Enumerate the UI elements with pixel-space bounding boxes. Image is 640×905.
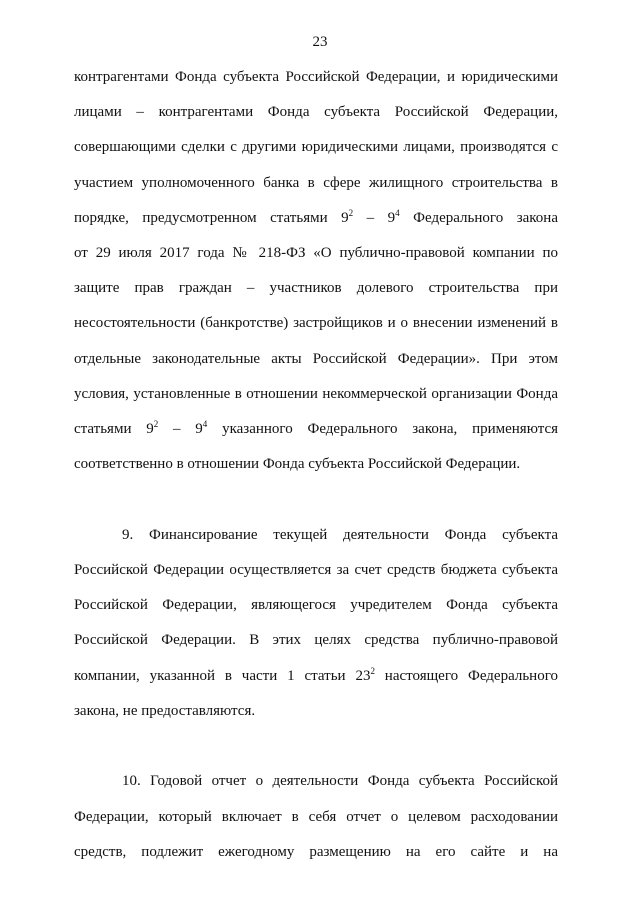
text-line: совершающими сделки с другими юридическими лицами, производятся с [74, 139, 558, 156]
text-line [74, 201, 558, 236]
text-line: от 29 июля 2017 года № 218-ФЗ «О публично-правовой компании по [74, 244, 558, 261]
superscript: 2 [153, 418, 159, 429]
text-fragment: – 9 [158, 420, 203, 437]
text-line: отдельные законодательные акты Российской Федерации». При этом [74, 350, 558, 367]
paragraph-gap [74, 729, 558, 765]
text-fragment: компании, указанной в части 1 статьи 23 [74, 667, 371, 684]
text-fragment: – 9 [353, 209, 396, 226]
text-line: контрагентами Фонда субъекта Российской Федерации, и юридическими [74, 69, 558, 85]
text-fragment: Федерального закона [399, 209, 558, 226]
text-line [74, 659, 558, 694]
superscript: 2 [348, 207, 354, 218]
text-line: участием уполномоченного банка в сфере жилищного строительства в [74, 174, 558, 191]
text-fragment: статьями 9 [74, 420, 154, 437]
text-line: несостоятельности (банкротстве) застройщиков и о внесении изменений в [74, 315, 558, 332]
text-line: Федерации, который включает в себя отчет о целевом расходовании [74, 808, 558, 825]
text-line: закона, не предоставляются. [74, 702, 256, 719]
text-fragment: настоящего Федерального [374, 667, 558, 684]
paragraph-gap [74, 482, 558, 518]
text-fragment: порядке, предусмотренном статьями 9 [74, 209, 349, 226]
text-fragment: указанного Федерального закона, применяются [207, 420, 559, 437]
text-line: Российской Федерации, являющегося учредителем Фонда субъекта [74, 597, 558, 614]
text-line: средств, подлежит ежегодному размещению на его сайте и на [74, 843, 558, 860]
text-line: 9. Финансирование текущей деятельности Фонда субъекта [122, 526, 558, 543]
page-number: 23 [312, 34, 328, 50]
superscript: 4 [202, 418, 208, 429]
text-line: соответственно в отношении Фонда субъекта Российской Федерации. [74, 456, 521, 473]
text-line [74, 412, 558, 447]
text-line: защите прав граждан – участников долевого строительства при [74, 280, 558, 297]
superscript: 2 [370, 665, 375, 676]
text-line: Российской Федерации. В этих целях средства публично-правовой [74, 632, 558, 649]
text-line: Российской Федерации осуществляется за счет средств бюджета субъекта [74, 561, 558, 578]
document-body [74, 60, 558, 870]
text-line: 10. Годовой отчет о деятельности Фонда субъекта Российской [122, 773, 558, 790]
superscript: 4 [395, 207, 400, 218]
text-line: лицами – контрагентами Фонда субъекта Российской Федерации, [74, 104, 558, 121]
text-line: условия, установленные в отношении некоммерческой организации Фонда [74, 385, 558, 402]
